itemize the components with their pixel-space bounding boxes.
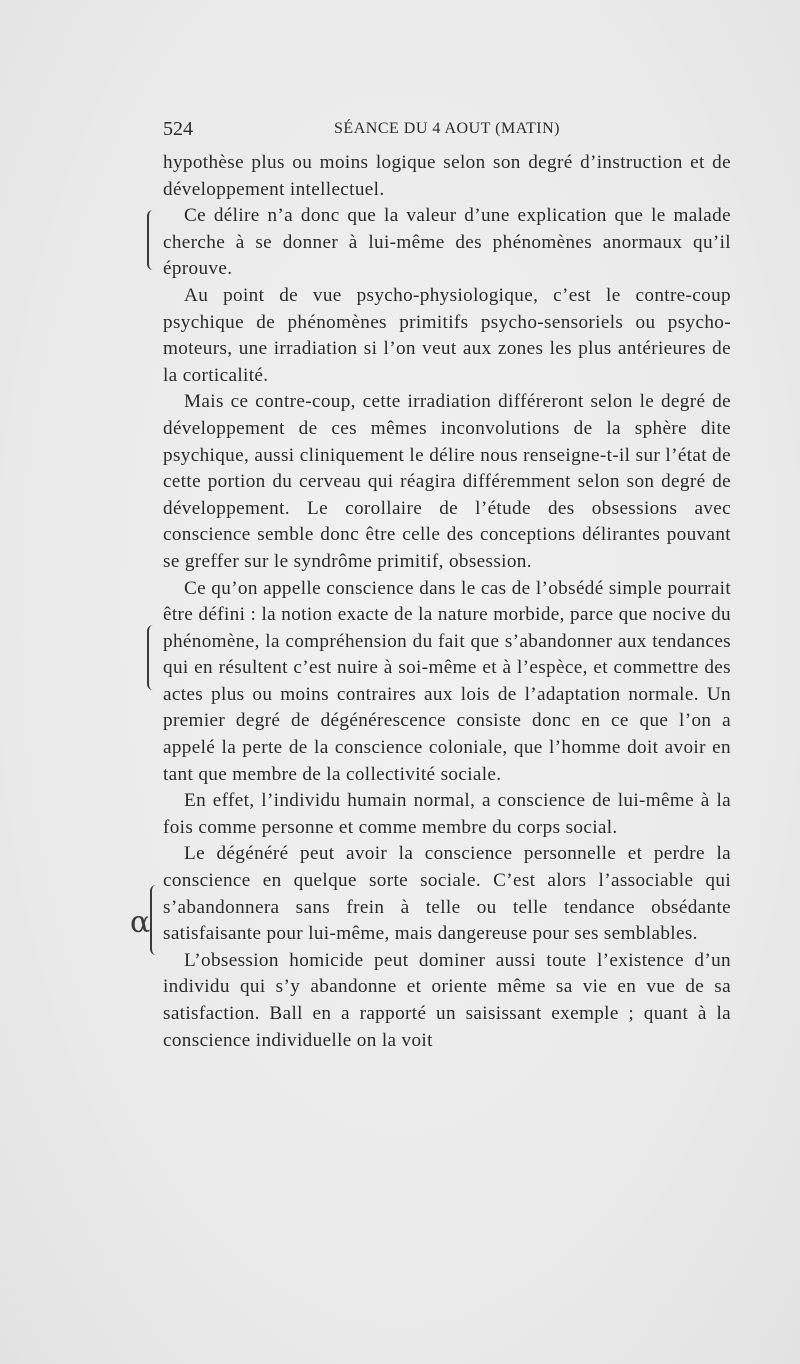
paragraph: Ce délire n’a donc que la valeur d’une explication que le malade cherche à se donner à lui-même des phénomènes anormaux qu’il éprouve. — [163, 205, 731, 280]
margin-alpha-annotation: α — [130, 905, 151, 940]
body-text — [163, 150, 731, 1054]
page-header — [163, 118, 731, 144]
margin-brace-mark — [147, 210, 159, 270]
paragraph: hypothèse plus ou moins logique selon son degré d’instruction et de développement intellectuel. — [163, 152, 731, 200]
paragraph: Au point de vue psycho-physiologique, c’est le contre-coup psychique de phénomènes primitifs psycho-sensoriels ou psycho-moteurs, une irradiation si l’on veut aux zones les plus antérieures de la corticalité. — [163, 284, 731, 386]
running-title: SÉANCE DU 4 AOUT (MATIN) — [334, 120, 560, 137]
margin-brace-mark — [147, 625, 159, 690]
margin-brace-mark — [150, 885, 162, 955]
paragraph: Mais ce contre-coup, cette irradiation différeront selon le degré de développement de ces mêmes inconvolutions de la sphère dite psychique, aussi cliniquement le délire nous renseigne-t-il sur l’état de cette portion du cerveau qui réagira différemment selon son degré de développement. Le corollaire de l’étude des obsessions avec conscience semble donc être celle des conceptions délirantes pouvant se greffer sur le syndrôme primitif, obsession. — [163, 391, 731, 572]
page-number: 524 — [163, 118, 193, 140]
paragraph: Ce qu’on appelle conscience dans le cas de l’obsédé simple pourrait être défini : la notion exacte de la nature morbide, parce que nocive du phénomène, la compréhension du fait que s’abandonner aux tendances qui en résultent c’est nuire à soi-même et à l’espèce, et commettre des actes plus ou moins contraires aux lois de l’adaptation normale. Un premier degré de dégénérescence consiste donc en ce que l’on a appelé la perte de la conscience coloniale, que l’homme doit avoir en tant que membre de la collectivité sociale. — [163, 577, 731, 785]
paragraph: L’obsession homicide peut dominer aussi toute l’existence d’un individu qui s’y abandonne et oriente même sa vie en vue de sa satisfaction. Ball en a rapporté un saisissant exemple ; quant à la conscience individuelle on la voit — [163, 949, 731, 1051]
paragraph: En effet, l’individu humain normal, a conscience de lui-même à la fois comme personne et comme membre du corps social. — [163, 790, 731, 838]
paragraph: Le dégénéré peut avoir la conscience personnelle et perdre la conscience en quelque sorte sociale. C’est alors l’associable qui s’abandonnera sans frein à telle ou telle tendance obsédante satisfaisante pour lui-même, mais dangereuse pour ses semblables. — [163, 843, 731, 945]
